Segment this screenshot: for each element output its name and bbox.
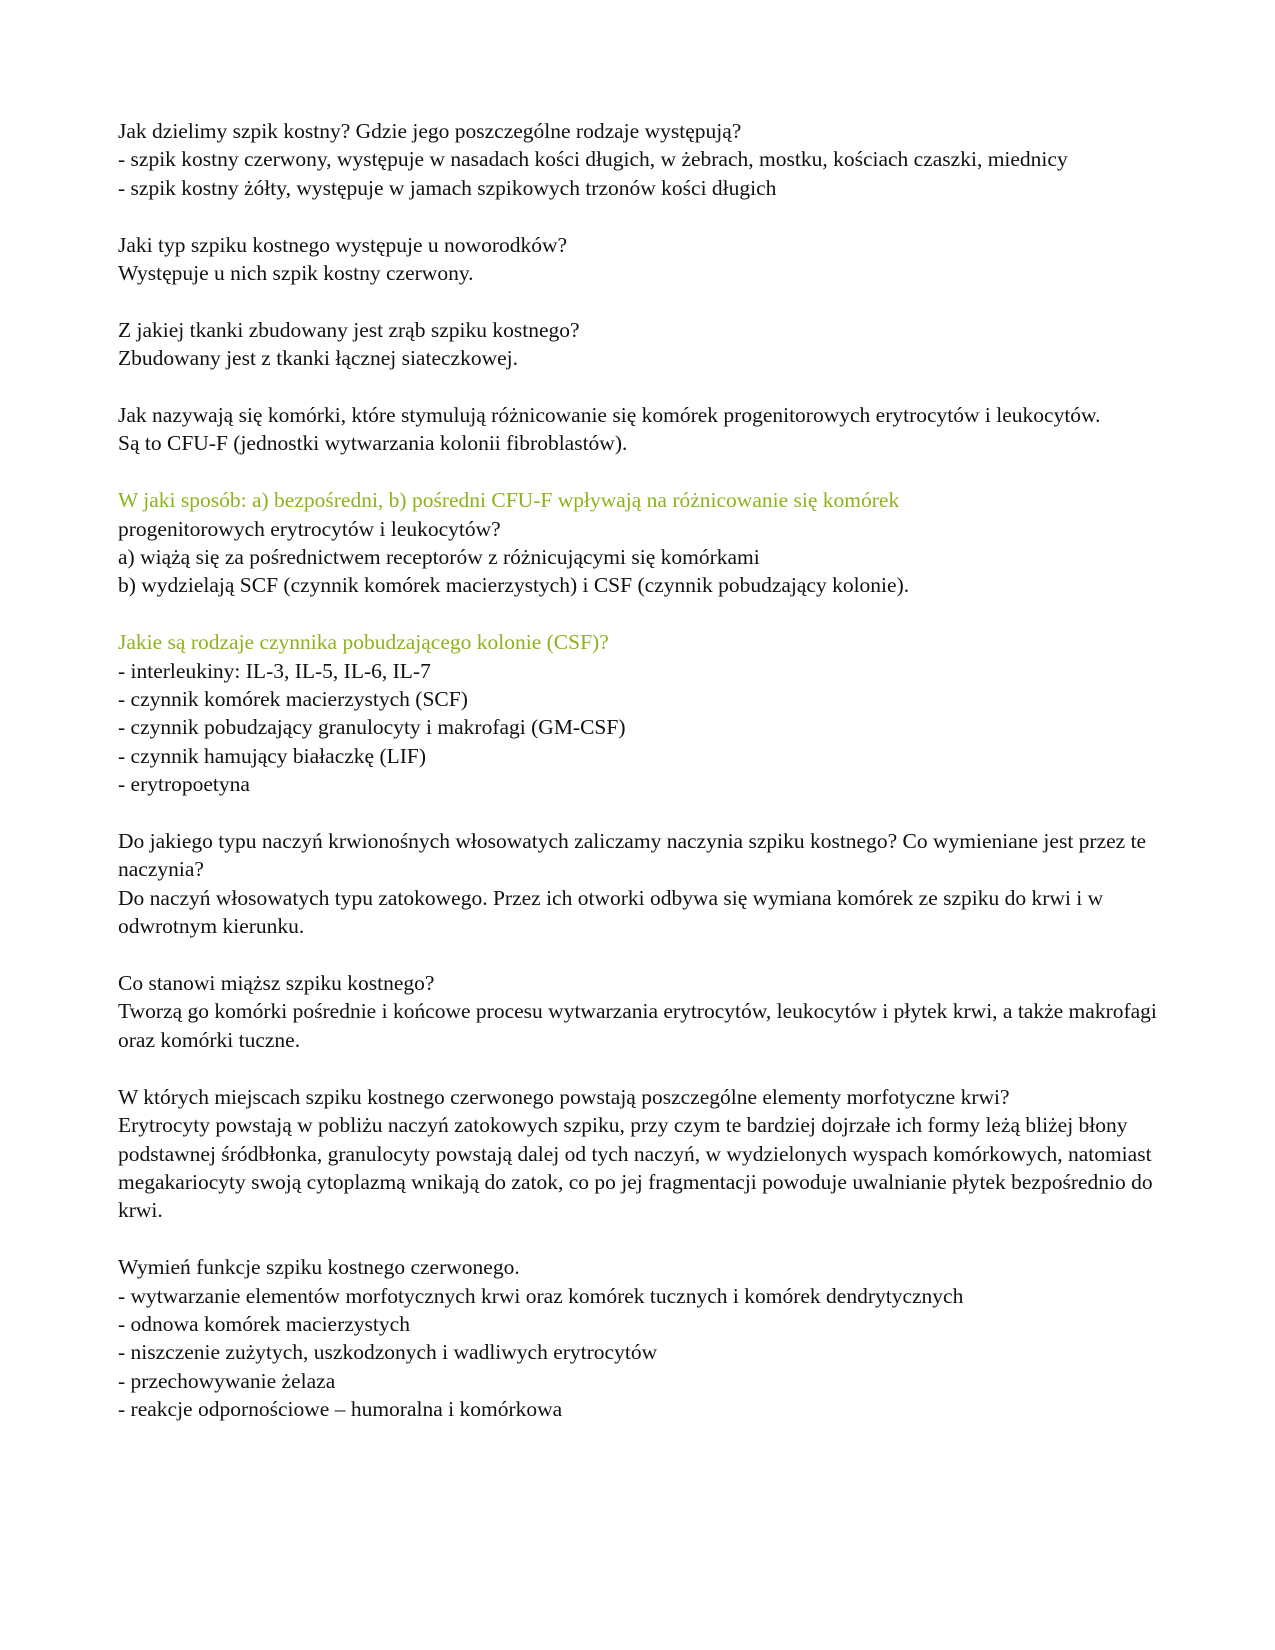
answer-line: Do naczyń włosowatych typu zatokowego. Przez ich otworki odbywa się wymiana komórek ze szpiku do krwi i w odwrotnym kierunku. — [118, 885, 1104, 939]
answer-line: - interleukiny: IL-3, IL-5, IL-6, IL-7 — [118, 658, 431, 683]
question-text: Jak nazywają się komórki, które stymulują różnicowanie się komórek progenitorowych erytrocytów i leukocytów. — [118, 403, 1101, 428]
question-text: Wymień funkcje szpiku kostnego czerwonego. — [118, 1255, 520, 1280]
answer-line: - wytwarzanie elementów morfotycznych krwi oraz komórek tucznych i komórek dendrytycznych — [118, 1283, 964, 1308]
qa-section-bone-marrow-types — [118, 117, 1178, 202]
answer-line: b) wydzielają SCF (czynnik komórek macierzystych) i CSF (czynnik pobudzający kolonie). — [118, 573, 910, 598]
question-text: progenitorowych erytrocytów i leukocytów? — [118, 516, 501, 541]
qa-section-newborns — [118, 231, 1178, 288]
qa-section-stroma — [118, 316, 1178, 373]
qa-section-cfu-f — [118, 401, 1178, 458]
question-text: Jaki typ szpiku kostnego występuje u noworodków? — [118, 232, 568, 257]
question-text: Co stanowi miąższ szpiku kostnego? — [118, 971, 435, 996]
answer-line: Tworzą go komórki pośrednie i końcowe procesu wytwarzania erytrocytów, leukocytów i płytek krwi, a także makrofagi oraz komórki tuczne. — [118, 999, 1157, 1052]
answer-line: a) wiążą się za pośrednictwem receptorów z różnicującymi się komórkami — [118, 545, 760, 570]
qa-section-formation-sites — [118, 1083, 1178, 1225]
document-page — [118, 117, 1178, 1452]
question-text: Do jakiego typu naczyń krwionośnych włosowatych zaliczamy naczynia szpiku kostnego? Co wymieniane jest przez te naczynia? — [118, 829, 1147, 882]
question-text: W których miejscach szpiku kostnego czerwonego powstają poszczególne elementy morfotyczne krwi? — [118, 1084, 1010, 1109]
qa-section-parenchyma — [118, 969, 1178, 1054]
answer-line: - czynnik hamujący białaczkę (LIF) — [118, 743, 427, 768]
answer-line: - szpik kostny żółty, występuje w jamach szpikowych trzonów kości długich — [118, 175, 777, 200]
answer-line: - erytropoetyna — [118, 772, 250, 797]
question-text: Jak dzielimy szpik kostny? Gdzie jego poszczególne rodzaje występują? — [118, 119, 742, 143]
qa-section-cfu-f-influence — [118, 486, 1178, 600]
question-text: Z jakiej tkanki zbudowany jest zrąb szpiku kostnego? — [118, 317, 580, 342]
answer-line: - odnowa komórek macierzystych — [118, 1311, 410, 1336]
answer-line: Są to CFU-F (jednostki wytwarzania kolonii fibroblastów). — [118, 431, 628, 456]
question-highlight-text: Jakie są rodzaje czynnika pobudzającego kolonie (CSF)? — [118, 630, 609, 655]
qa-section-csf-types — [118, 628, 1178, 798]
answer-line: - czynnik komórek macierzystych (SCF) — [118, 687, 468, 712]
answer-line: - czynnik pobudzający granulocyty i makrofagi (GM-CSF) — [118, 715, 626, 740]
answer-line: Występuje u nich szpik kostny czerwony. — [118, 261, 474, 286]
answer-line: - reakcje odpornościowe – humoralna i komórkowa — [118, 1397, 563, 1422]
answer-line: - przechowywanie żelaza — [118, 1368, 336, 1393]
answer-line: - szpik kostny czerwony, występuje w nasadach kości długich, w żebrach, mostku, kościach czaszki, miednicy — [118, 147, 1068, 172]
answer-line: Erytrocyty powstają w pobliżu naczyń zatokowych szpiku, przy czym te bardziej dojrzałe ich formy leżą bliżej błony podstawnej śródbłonka, granulocyty powstają dalej od tych naczyń, w wydzielonych wyspach komórkowych, natomiast megakariocyty swoją cytoplazmą wnikają do zatok, co po jej fragmentacji powoduje uwalnianie płytek bezpośrednio do krwi. — [118, 1113, 1153, 1223]
question-highlight-text: W jaki sposób: a) bezpośredni, b) pośredni CFU-F wpływają na różnicowanie się komórek — [118, 488, 900, 513]
qa-section-vessels — [118, 827, 1178, 941]
answer-line: - niszczenie zużytych, uszkodzonych i wadliwych erytrocytów — [118, 1340, 658, 1365]
answer-line: Zbudowany jest z tkanki łącznej siateczkowej. — [118, 346, 518, 371]
qa-section-functions — [118, 1253, 1178, 1423]
